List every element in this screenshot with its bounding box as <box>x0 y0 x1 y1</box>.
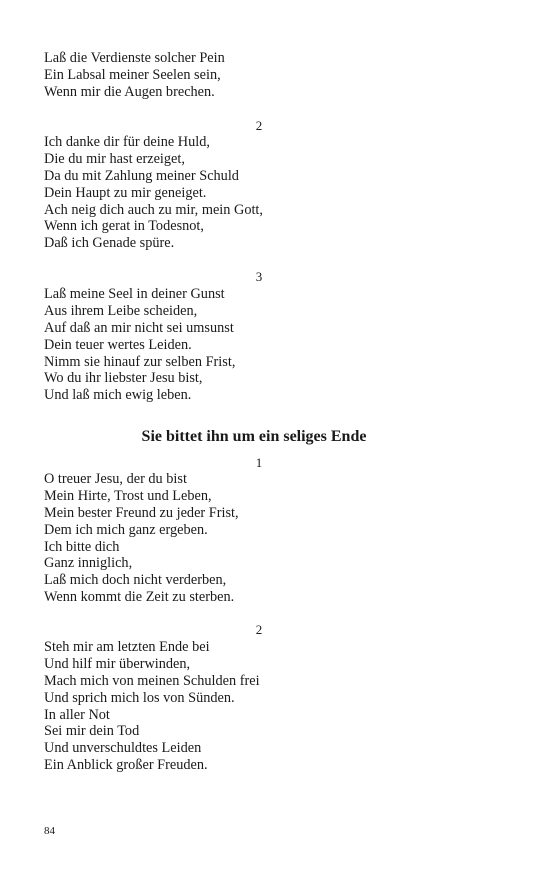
verse-line: Sei mir dein Tod <box>44 723 140 740</box>
verse-line: Steh mir am letzten Ende bei <box>44 639 210 655</box>
verse-line: Ich bitte dich <box>44 538 120 555</box>
verse-line: In aller Not <box>44 706 110 723</box>
verse-line: Aus ihrem Leibe scheiden, <box>44 302 198 319</box>
stanza-continuation <box>44 50 225 101</box>
verse-line: Mein bester Freund zu jeder Frist, <box>44 504 239 521</box>
stanza-number: 1 <box>255 455 263 470</box>
verse-line: Mach mich von meinen Schulden frei <box>44 672 260 689</box>
verse-line: Ganz inniglich, <box>44 555 133 572</box>
verse-line: Da du mit Zahlung meiner Schuld <box>44 167 239 184</box>
poem-title: Sie bittet ihn um ein seliges Ende <box>141 428 367 445</box>
verse-line: O treuer Jesu, der du bist <box>44 471 187 487</box>
verse-line: Dein Haupt zu mir geneiget. <box>44 184 207 201</box>
verse-line: Laß mich doch nicht verderben, <box>44 572 227 589</box>
verse-line: Ach neig dich auch zu mir, mein Gott, <box>44 201 263 218</box>
verse-line: Ein Labsal meiner Seelen sein, <box>44 66 221 83</box>
verse-line: Und sprich mich los von Sünden. <box>44 689 235 706</box>
verse-line: Und hilf mir überwinden, <box>44 655 191 672</box>
verse-line: Die du mir hast erzeiget, <box>44 150 185 167</box>
verse-line: Laß die Verdienste solcher Pein <box>44 50 225 66</box>
verse-line: Wo du ihr liebster Jesu bist, <box>44 370 203 387</box>
verse-line: Dein teuer wertes Leiden. <box>44 336 192 353</box>
verse-line: Und unverschuldtes Leiden <box>44 740 202 757</box>
verse-line: Ein Anblick großer Freuden. <box>44 757 208 774</box>
verse-line: Nimm sie hinauf zur selben Frist, <box>44 353 236 370</box>
verse-line: Mein Hirte, Trost und Leben, <box>44 487 212 504</box>
verse-line: Wenn kommt die Zeit zu sterben. <box>44 589 235 606</box>
stanza-number: 3 <box>255 269 263 284</box>
verse-line: Laß meine Seel in deiner Gunst <box>44 286 225 302</box>
verse-line: Auf daß an mir nicht sei umsunst <box>44 319 234 336</box>
verse-line: Wenn mir die Augen brechen. <box>44 83 215 100</box>
poem2-stanza-2 <box>44 639 260 774</box>
verse-line: Wenn ich gerat in Todesnot, <box>44 218 204 235</box>
verse-line: Daß ich Genade spüre. <box>44 235 175 252</box>
stanza-number: 2 <box>255 118 263 133</box>
stanza-2 <box>44 134 263 252</box>
verse-line: Und laß mich ewig leben. <box>44 387 192 404</box>
verse-line: Ich danke dir für deine Huld, <box>44 134 210 150</box>
page-number: 84 <box>44 825 55 837</box>
stanza-3 <box>44 286 235 404</box>
stanza-number: 2 <box>255 622 263 637</box>
verse-line: Dem ich mich ganz ergeben. <box>44 521 208 538</box>
poem2-stanza-1 <box>44 471 239 606</box>
